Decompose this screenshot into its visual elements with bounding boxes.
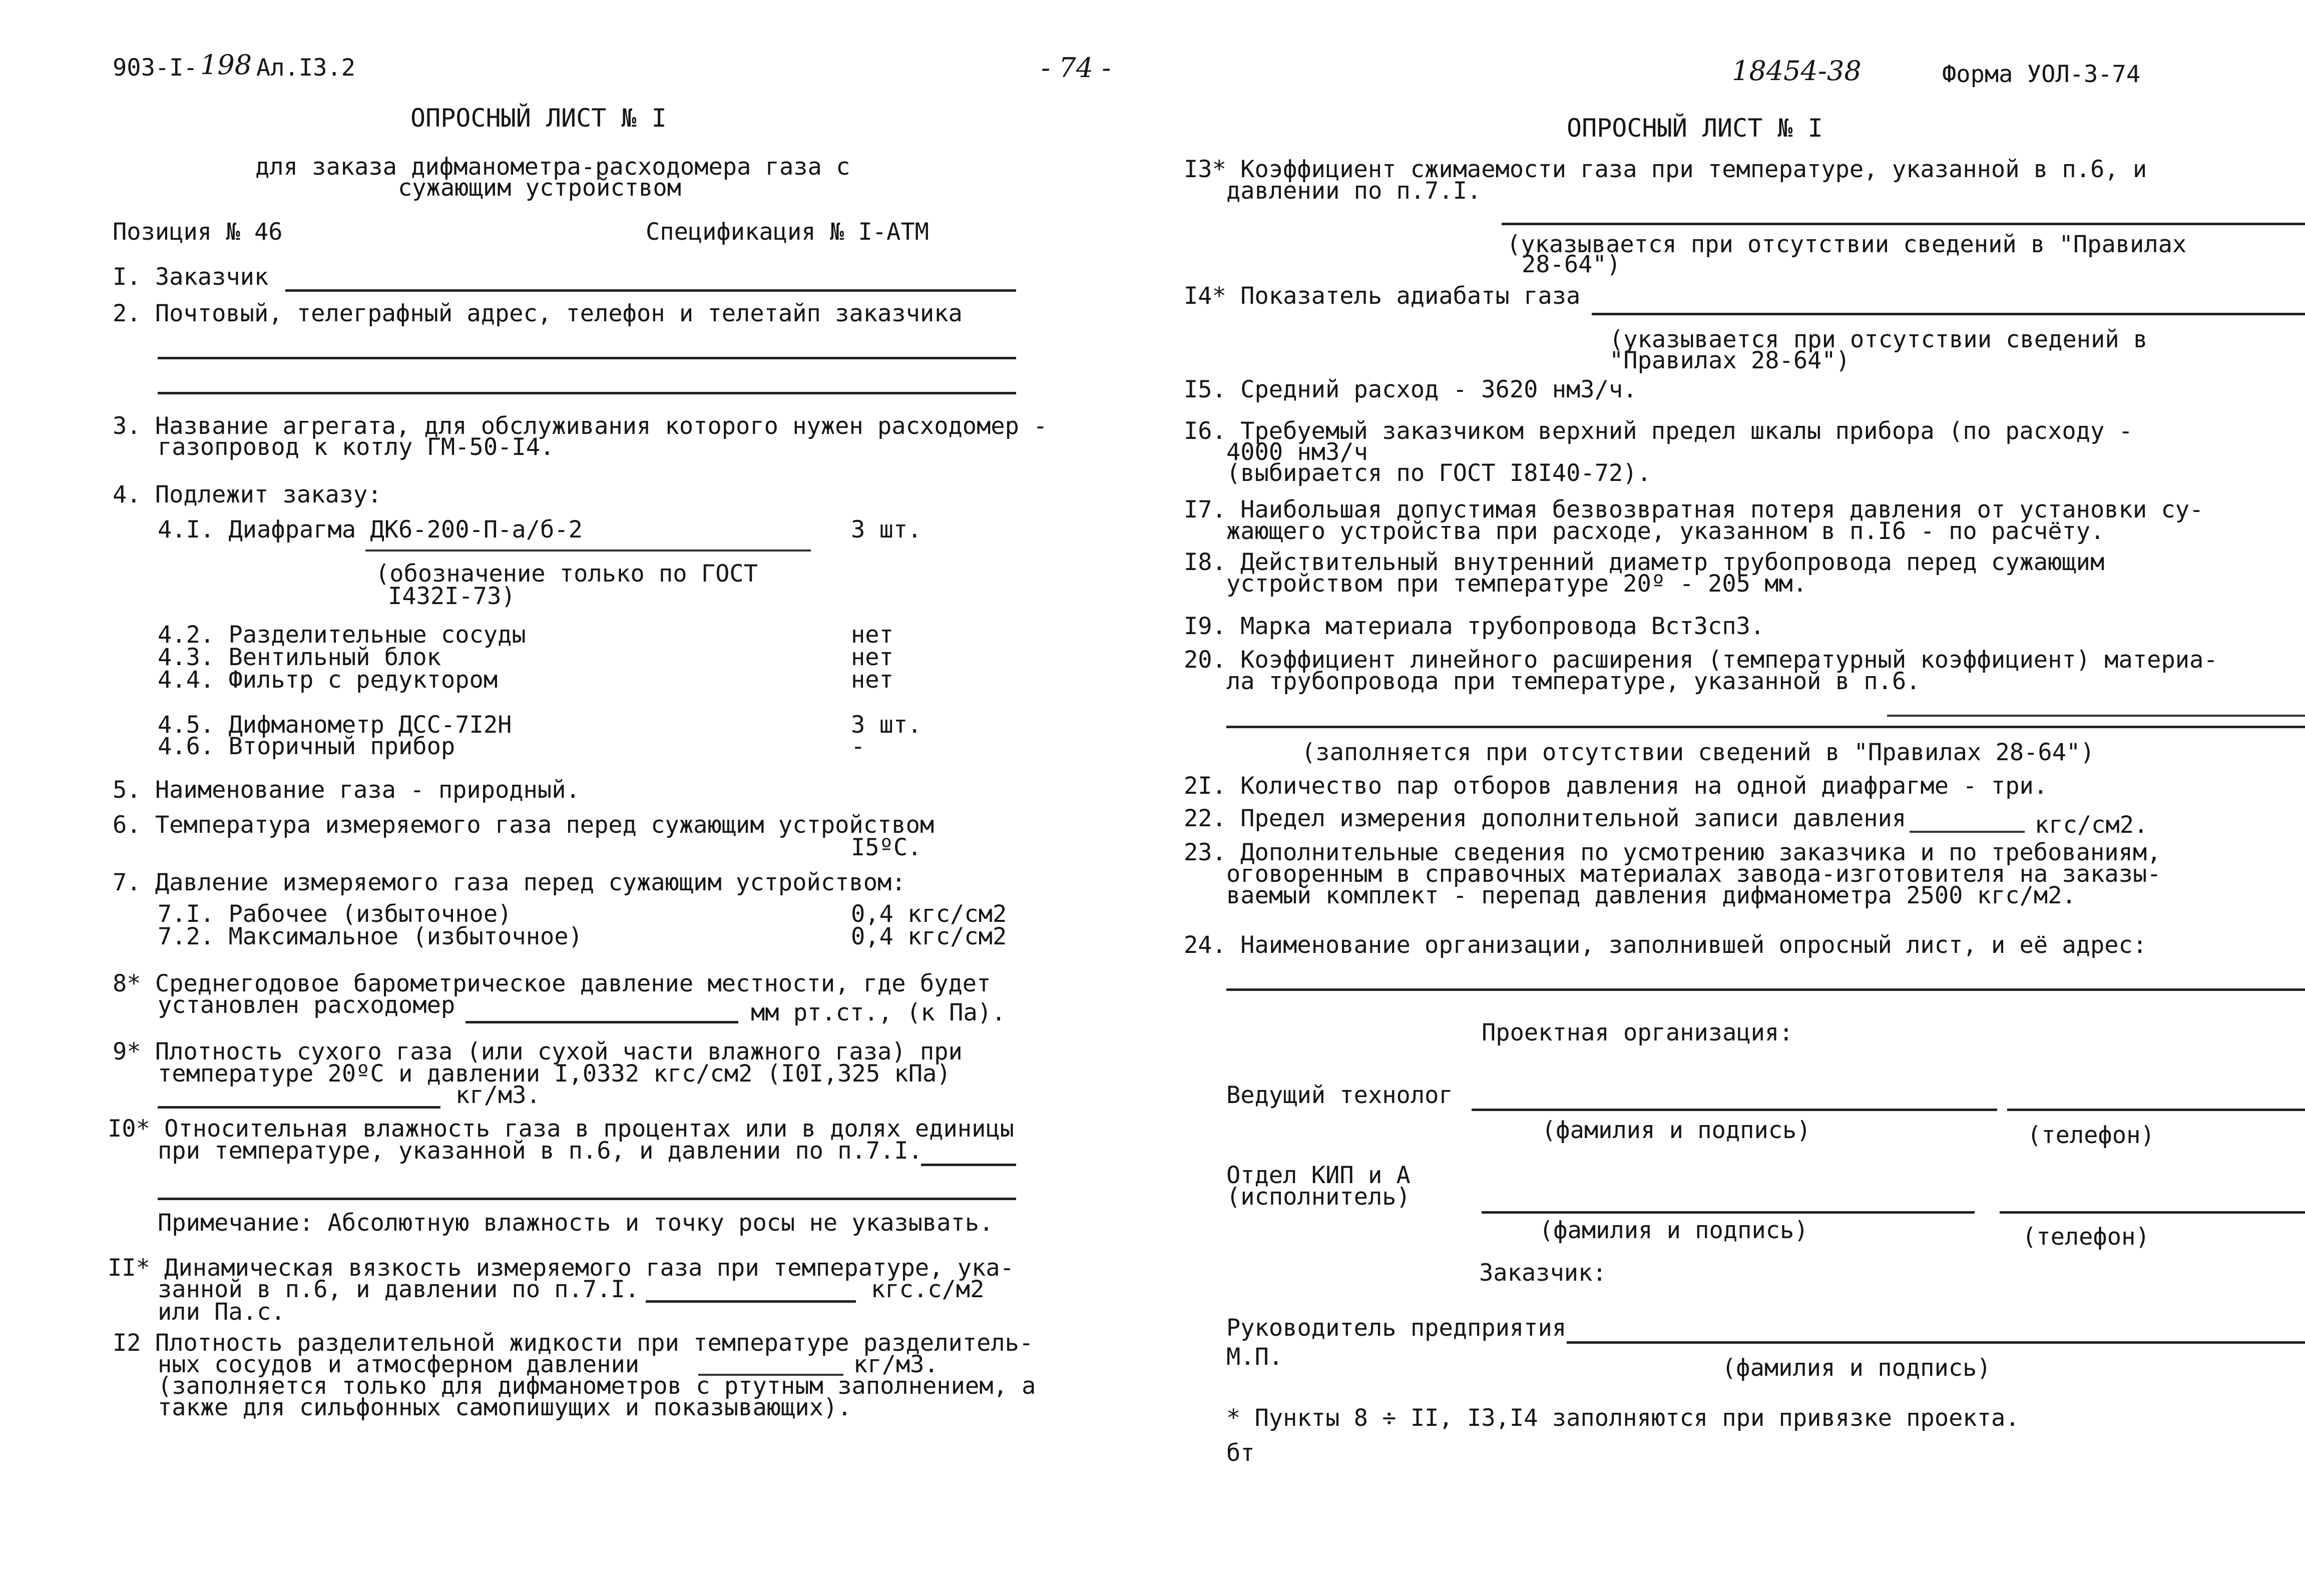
item-13-line-1: I3* Коэффициент сжимаемости газа при температуре, указанной в п.6, и [1184,156,2147,183]
item-18-line-1: I8. Действительный внутренний диаметр трубопровода перед сужающим [1184,549,2105,576]
item-18-line-2: устройством при температуре 20º - 205 мм. [1226,570,1807,598]
left-subtitle-2: сужающим устройством [398,174,681,202]
item-4-4-value: нет [851,666,893,694]
item-4-1-note-2: I432I-73) [388,583,516,610]
item-16-line-1: I6. Требуемый заказчиком верхний предел шкалы прибора (по расходу - [1184,417,2133,445]
lead-signature-blank [1472,1109,1997,1111]
item-24-blank [1226,988,2305,991]
item-13-note-2: 28-64") [1522,251,1621,278]
kip-phone-blank [2000,1211,2305,1214]
enterprise-head: Руководитель предприятия [1226,1314,1567,1342]
item-22-limit: 22. Предел измерения дополнительной записи давления [1184,805,1907,832]
item-11-line-3: или Па.с. [158,1298,285,1326]
item-13-blank [1502,223,2305,225]
kip-phone-caption: (телефон) [2022,1223,2150,1251]
item-23-line-2: оговоренным в справочных материалах завода-изготовителя на заказы- [1226,860,2161,888]
item-17-line-1: I7. Наибольшая допустимая безвозвратная потеря давления от установки су- [1184,496,2204,523]
item-24-organization: 24. Наименование организации, заполнившей опросный лист, и её адрес: [1184,931,2147,959]
item-1-customer: I. Заказчик [113,263,269,291]
item-7-1: 7.I. Рабочее (избыточное) [158,900,512,928]
footnote: * Пункты 8 ÷ II, I3,I4 заполняются при привязке проекта. [1226,1404,2020,1432]
item-20-blank-2 [1226,726,2305,728]
item-7-1-value: 0,4 кгс/см2 [851,900,1007,928]
kip-signature-caption: (фамилия и подпись) [1539,1217,1808,1244]
item-4-6: 4.6. Вторичный прибор [158,733,455,760]
lead-signature-caption: (фамилия и подпись) [1542,1117,1811,1144]
item-11-line-2: занной в п.6, и давлении по п.7.I. [158,1276,640,1303]
item-4-3-value: нет [851,644,893,671]
enterprise-head-blank [1567,1341,2305,1344]
item-11-line-1: II* Динамическая вязкость измеряемого газа при температуре, ука- [108,1254,1014,1282]
item-20-note: (заполняется при отсутствии сведений в "Правилах 28-64") [1301,739,2095,766]
item-4-5: 4.5. Дифманометр ДСС-7I2Н [158,711,512,739]
doc-code-handwritten: 198 [200,49,252,81]
item-4-1-diaphragm: 4.I. Диафрагма ДК6-200-П-а/б-2 [158,516,583,544]
right-title: ОПРОСНЫЙ ЛИСТ № I [1567,114,1823,143]
item-7-2-value: 0,4 кгс/см2 [851,923,1007,950]
item-12-line-3: (заполняется только для дифманометров с ртутным заполнением, а [158,1372,1036,1400]
item-6-temperature: 6. Температура измеряемого газа перед сужающим устройством [113,811,935,839]
lead-phone-blank [2007,1109,2305,1111]
item-4-1-qty: 3 шт. [851,516,922,544]
note-absolute-humidity: Примечание: Абсолютную влажность и точку росы не указывать. [158,1209,994,1237]
left-page [0,0,1126,1596]
item-2-address: 2. Почтовый, телеграфный адрес, телефон и телетайп заказчика [113,300,963,327]
item-14-note-2: "Правилах 28-64") [1609,347,1851,374]
item-5-gas: 5. Наименование газа - природный. [113,776,580,804]
item-16-line-2: 4000 нм3/ч [1226,438,1368,466]
item-16-line-3: (выбирается по ГОСТ I8I40-72). [1226,459,1651,487]
footer-mark: бт [1226,1439,1255,1467]
page-number: - 74 - [1041,52,1111,84]
address-blank-2 [158,392,1016,394]
item-3-unit-line-2: газопровод к котлу ГМ-50-I4. [158,433,555,461]
item-8-line-2: установлен расходомер [158,991,455,1019]
position-number: Позиция № 46 [113,218,283,246]
kip-department-1: Отдел КИП и А [1226,1162,1411,1189]
item-13-line-2: давлении по п.7.I. [1226,177,1482,205]
item-9-blank [158,1106,440,1109]
item-13-note-1: (указывается при отсутствии сведений в "Правилах [1507,231,2187,258]
item-4-4: 4.4. Фильтр с редуктором [158,666,498,694]
item-4-5-value: 3 шт. [851,711,922,739]
item-12-unit: кг/м3. [853,1351,939,1378]
form-code: Форма УОЛ-3-74 [1942,61,2141,88]
item-4-6-value: - [851,733,865,760]
item-9-unit: кг/м3. [455,1082,541,1109]
item-12-line-2: ных сосудов и атмосферном давлении [158,1351,640,1378]
item-10-blank-1 [921,1164,1016,1166]
album-number: Ал.I3.2 [256,54,356,82]
item-11-unit: кгс.с/м2 [871,1276,985,1303]
item-4-3: 4.3. Вентильный блок [158,644,441,671]
item-12-line-4: также для сильфонных самопишущих и показывающих). [158,1394,852,1421]
item-14-blank [1592,313,2305,315]
item-20-blank-1 [1887,715,2305,717]
item-20-line-1: 20. Коэффициент линейного расширения (температурный коэффициент) материа- [1184,646,2218,674]
left-title: ОПРОСНЫЙ ЛИСТ № I [410,104,667,133]
lead-phone-caption: (телефон) [2027,1122,2155,1149]
item-19-material: I9. Марка материала трубопровода ВстЗсп3. [1184,613,1765,640]
item-7-2: 7.2. Максимальное (избыточное) [158,923,583,950]
item-17-line-2: жающего устройства при расходе, указанном в п.I6 - по расчёту. [1226,517,2105,545]
item-14-note-1: (указывается при отсутствии сведений в [1609,326,2148,353]
item-6-value: I5ºС. [851,834,922,861]
address-blank-1 [158,357,1016,359]
item-15-avg-flow: I5. Средний расход - 3620 нм3/ч. [1184,376,1637,403]
seal-place: М.П. [1226,1343,1283,1371]
item-14-adiabatic: I4* Показатель адиабаты газа [1184,282,1581,310]
item-20-line-2: ла трубопровода при температуре, указанной в п.6. [1226,668,1921,695]
item-8-blank [466,1021,738,1023]
item-9-line-1: 9* Плотность сухого газа (или сухой части влажного газа) при [113,1038,963,1066]
item-22-blank [1910,831,2025,833]
customer-blank [285,289,1016,292]
inventory-number: 18454-38 [1732,55,1862,87]
item-4-1-underline [365,550,811,552]
item-12-line-1: I2 Плотность разделительной жидкости при температуре разделитель- [113,1329,1034,1357]
item-11-blank [646,1300,856,1303]
design-organization: Проектная организация: [1482,1019,1793,1046]
customer-heading: Заказчик: [1479,1259,1607,1287]
item-4-2-value: нет [851,621,893,649]
item-3-unit-line-1: 3. Название агрегата, для обслуживания которого нужен расходомер - [113,412,1048,440]
item-7-pressure: 7. Давление измеряемого газа перед сужающим устройством: [113,869,906,896]
head-signature-caption: (фамилия и подпись) [1722,1354,1991,1382]
item-10-line-2: при температуре, указанной в п.6, и давлении по п.7.I. [158,1137,923,1165]
item-4-2: 4.2. Разделительные сосуды [158,621,526,649]
left-subtitle-1: для заказа дифманометра-расходомера газа с [255,153,850,181]
kip-department-2: (исполнитель) [1226,1183,1411,1211]
item-9-line-2: температуре 20ºС и давлении I,0332 кгс/см2 (I0I,325 кПа) [158,1060,951,1088]
item-8-line-1: 8* Среднегодовое барометрическое давление местности, где будет [113,970,991,997]
item-23-line-1: 23. Дополнительные сведения по усмотрению заказчика и по требованиям, [1184,839,2161,866]
item-21-taps: 2I. Количество пар отборов давления на одной диафрагме - три. [1184,772,2048,800]
item-23-line-3: ваемый комплект - перепад давления дифманометра 2500 кгс/м2. [1226,882,2076,909]
doc-code: 903-I- [113,54,198,82]
item-4-order: 4. Подлежит заказу: [113,481,382,508]
item-10-blank-2 [158,1198,1016,1200]
item-8-unit: мм рт.ст., (к Па). [751,999,1006,1026]
specification-number: Спецификация № I-АТМ [646,218,929,246]
right-page [1126,0,2305,1596]
item-4-1-note-1: (обозначение только по ГОСТ [375,560,758,588]
kip-signature-blank [1482,1211,1975,1214]
lead-technologist: Ведущий технолог [1226,1082,1453,1109]
item-10-line-1: I0* Относительная влажность газа в процентах или в долях единицы [108,1115,1014,1143]
item-22-unit: кгс/см2. [2035,811,2148,839]
